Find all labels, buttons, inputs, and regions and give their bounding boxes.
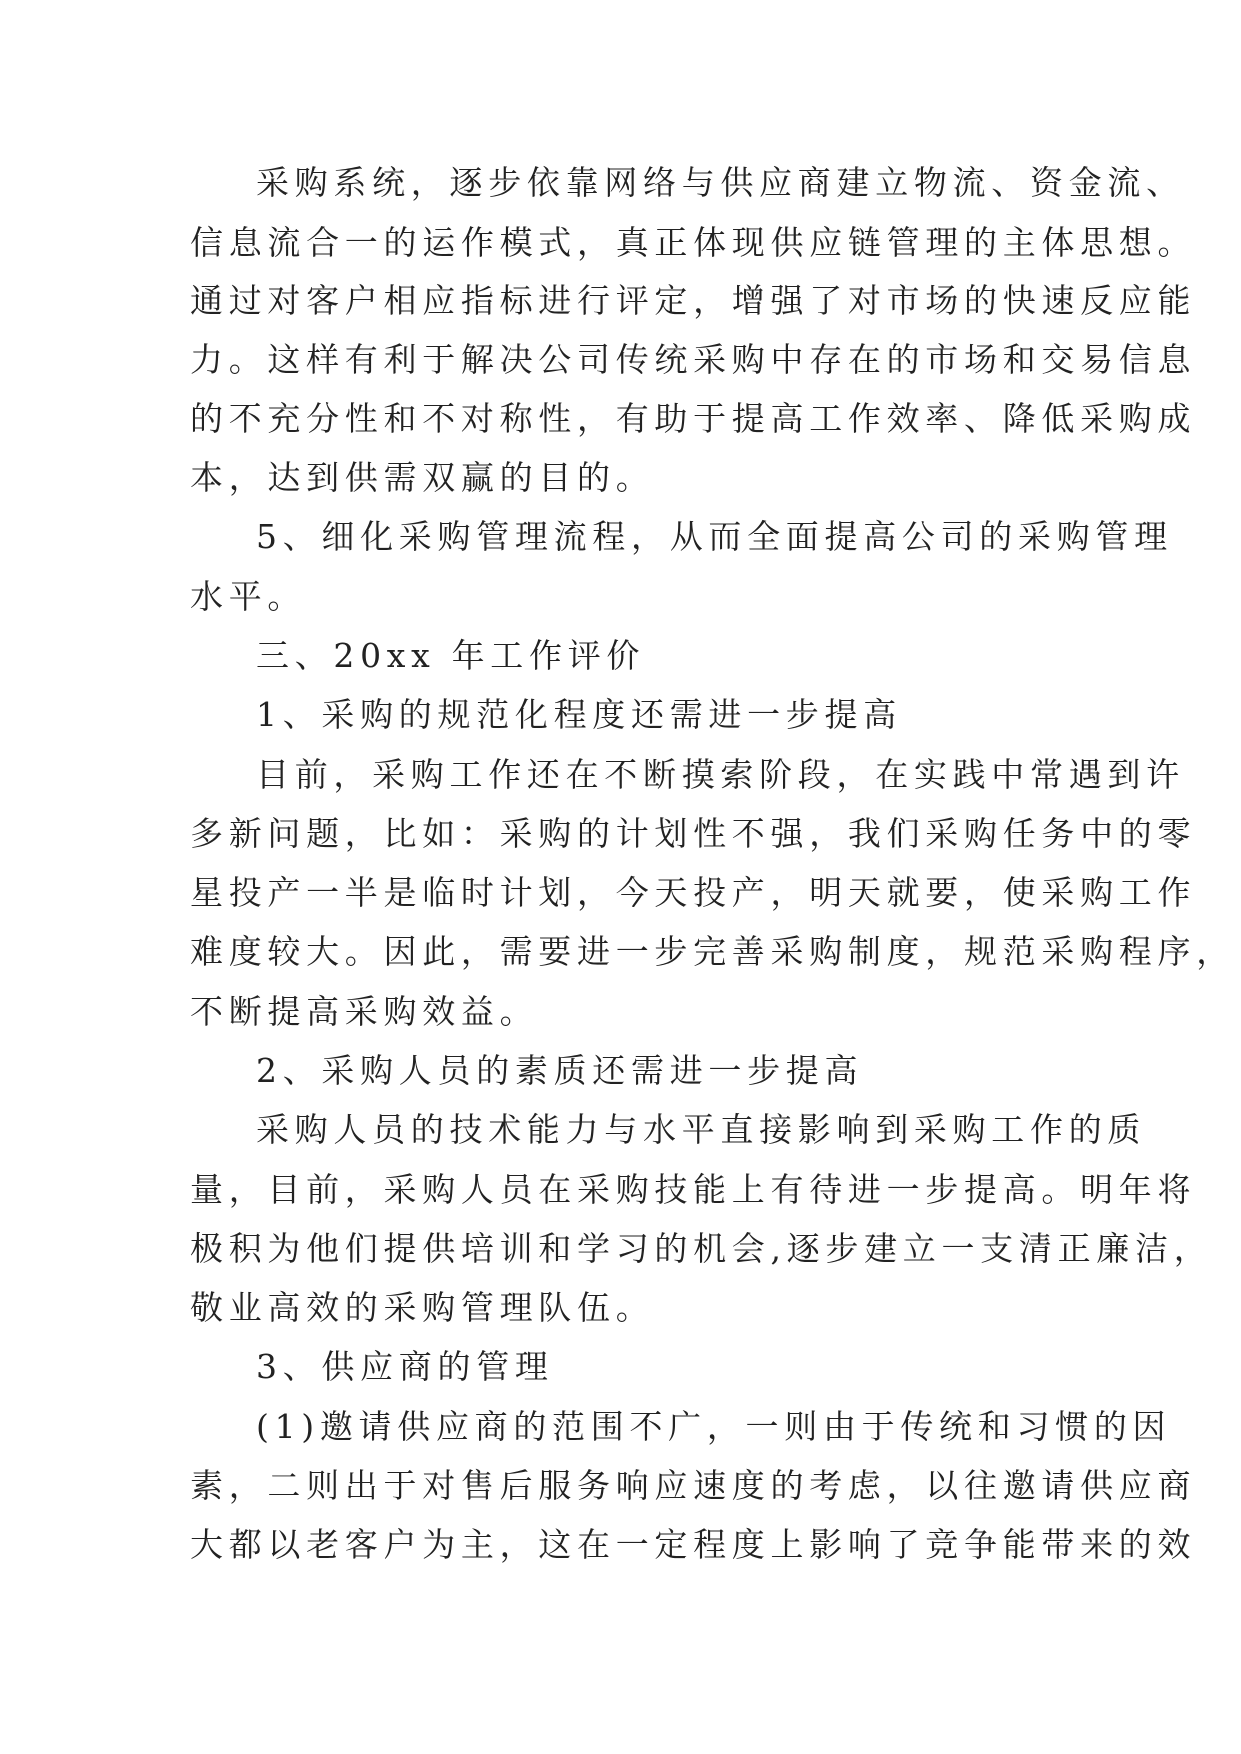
section-heading: 三、20xx 年工作评价	[256, 636, 646, 675]
text-line: 力。这样有利于解决公司传统采购中存在的市场和交易信息	[190, 340, 1197, 379]
text-line: 极积为他们提供培训和学习的机会,逐步建立一支清正廉洁，	[190, 1229, 1213, 1268]
text-line: 目前，采购工作还在不断摸索阶段，在实践中常遇到许	[256, 755, 1185, 794]
text-line: 量，目前，采购人员在采购技能上有待进一步提高。明年将	[190, 1170, 1197, 1209]
text-line: 采购系统，逐步依靠网络与供应商建立物流、资金流、	[256, 163, 1185, 202]
text-line: 采购人员的技术能力与水平直接影响到采购工作的质	[256, 1110, 1147, 1149]
text-line: 信息流合一的运作模式，真正体现供应链管理的主体思想。	[190, 223, 1197, 262]
text-line: 多新问题，比如：采购的计划性不强，我们采购任务中的零	[190, 814, 1197, 853]
text-line: (1)邀请供应商的范围不广，一则由于传统和习惯的因	[256, 1407, 1172, 1446]
text-line: 水平。	[190, 577, 307, 616]
subsection-heading: 1、采购的规范化程度还需进一步提高	[256, 695, 902, 734]
text-line: 本，达到供需双赢的目的。	[190, 458, 655, 497]
text-line: 5、细化采购管理流程，从而全面提高公司的采购管理	[256, 517, 1173, 556]
text-line: 大都以老客户为主，这在一定程度上影响了竞争能带来的效	[190, 1525, 1197, 1564]
text-line: 素，二则出于对售后服务响应速度的考虑，以往邀请供应商	[190, 1466, 1197, 1505]
subsection-heading: 3、供应商的管理	[256, 1347, 554, 1386]
subsection-heading: 2、采购人员的素质还需进一步提高	[256, 1051, 864, 1090]
text-line: 星投产一半是临时计划，今天投产，明天就要，使采购工作	[190, 873, 1197, 912]
text-line: 的不充分性和不对称性，有助于提高工作效率、降低采购成	[190, 399, 1197, 438]
text-line: 难度较大。因此，需要进一步完善采购制度，规范采购程序，	[190, 932, 1235, 971]
text-line: 敬业高效的采购管理队伍。	[190, 1288, 655, 1327]
text-line: 通过对客户相应指标进行评定，增强了对市场的快速反应能	[190, 281, 1197, 320]
text-line: 不断提高采购效益。	[190, 992, 539, 1031]
